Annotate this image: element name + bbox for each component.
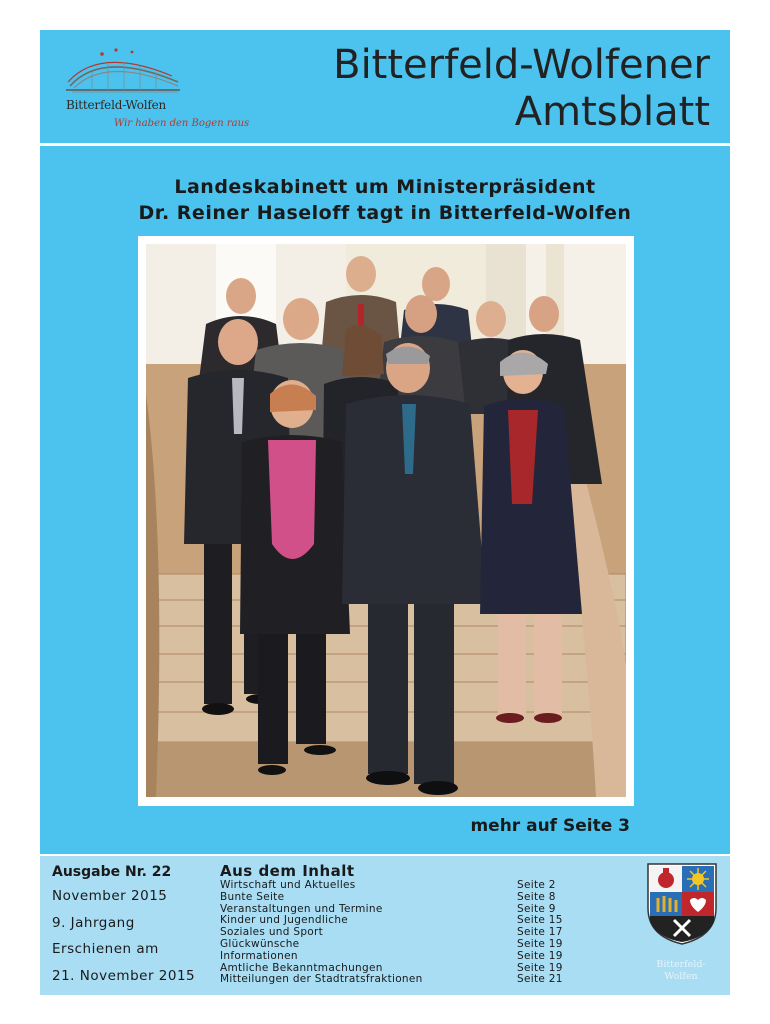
toc-item-page: Seite 9 [517,902,556,915]
issue-details [52,861,212,989]
toc-item-label: Kinder und Jugendliche [220,914,349,927]
published-date: 21. November 2015 [52,967,196,984]
cabinet-group-photo [146,244,626,797]
city-logo [62,42,302,137]
toc-item-page: Seite 8 [517,890,556,903]
toc-item-label: Veranstaltungen und Termine [220,902,383,915]
toc-item-page: Seite 19 [517,937,563,950]
toc-item-label: Bunte Seite [220,890,285,903]
toc-item-page: Seite 2 [517,879,556,891]
more-link[interactable]: mehr auf Seite 3 [470,816,630,836]
title-line-2: Amtsblatt [514,89,710,135]
toc-item-page: Seite 17 [517,926,563,939]
publication-title [333,42,710,136]
published-label: Erschienen am [52,941,159,957]
issue-info-bar [40,856,730,995]
toc-item[interactable] [220,939,565,951]
toc-item-page: Seite 19 [517,949,563,962]
toc-item-page: Seite 15 [517,914,563,927]
toc-item-label: Glückwünsche [220,937,300,950]
amtsblatt-cover [40,30,730,995]
title-line-1: Bitterfeld-Wolfener [333,42,710,88]
headline-line-1: Landeskabinett um Ministerpräsident [174,176,596,198]
issue-month: November 2015 [52,888,168,904]
issue-volume: 9. Jahrgang [52,914,135,931]
logo-slogan: Wir haben den Bogen raus [114,118,250,129]
toc-item[interactable] [220,892,565,904]
table-of-contents [220,862,565,986]
toc-item-page: Seite 19 [517,961,563,974]
cover-story [40,146,730,854]
toc-item-page: Seite 21 [517,973,563,986]
masthead [40,30,730,143]
coat-caption-line-2: Wolfen [664,971,698,982]
toc-item-label: Informationen [220,949,298,962]
toc-heading: Aus dem Inhalt [220,862,355,880]
coat-caption [636,959,726,983]
cover-headline [40,174,730,226]
toc-item[interactable] [220,951,565,963]
coat-caption-line-1: Bitterfeld- [656,959,706,970]
group-photo-illustration [146,244,626,797]
toc-item[interactable] [220,974,565,986]
photo-frame [138,236,634,806]
toc-item-label: Mitteilungen der Stadtratsfraktionen [220,973,423,986]
headline-line-2: Dr. Reiner Haseloff tagt in Bitterfeld-Wolfen [138,202,632,224]
toc-item-label: Amtliche Bekanntmachungen [220,961,383,974]
logo-wordmark: Bitterfeld-Wolfen [66,98,167,112]
bridge-logo-icon [62,42,182,98]
toc-item-label: Wirtschaft und Aktuelles [220,879,356,891]
toc-item-label: Soziales und Sport [220,926,324,939]
coat-of-arms-icon [646,862,718,946]
issue-number: Ausgabe Nr. 22 [52,864,172,880]
